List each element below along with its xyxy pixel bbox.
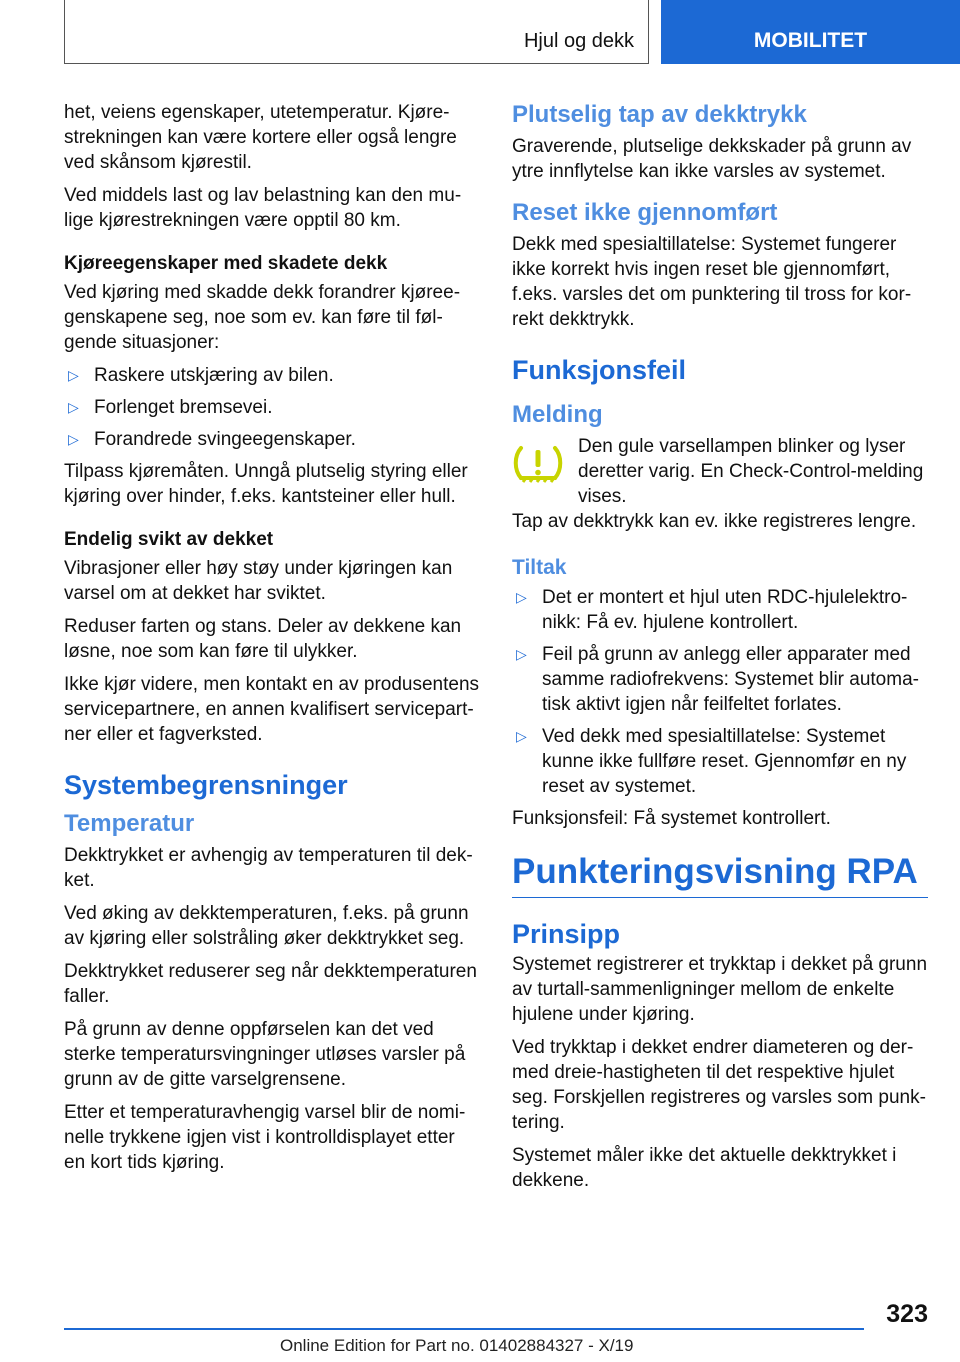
paragraph: Etter et temperaturavhengig varsel blir de nominelle trykkene igjen vist i kontrolldisplayet etter en kort tids kjøring. — [64, 1102, 466, 1173]
paragraph: Dekktrykket er avhengig av temperaturen til dekket. — [64, 845, 473, 891]
left-column — [64, 100, 480, 1183]
paragraph: Tap av dekktrykk kan ev. ikke registreres lengre. — [512, 511, 917, 532]
footer-edition — [280, 1336, 633, 1356]
paragraph: het, veiens egenskaper, utetemperatur. Kjørestrekningen kan være kortere eller også lengre ved skånsom kjørestil. — [64, 102, 457, 173]
right-column — [512, 100, 928, 1201]
edition-text: Online Edition for Part no. 01402884327 - X/19 — [280, 1336, 634, 1355]
section-heading: Systembegrensninger — [64, 770, 348, 800]
tire-pressure-warning-icon — [512, 442, 564, 486]
paragraph: Vibrasjoner eller høy støy under kjøringen kan varsel om at dekket har sviktet. — [64, 558, 453, 604]
paragraph: Ikke kjør videre, men kontakt en av produsentens servicepartnere, en annen kvalifisert servicepartner eller et fagverksted. — [64, 674, 480, 745]
subheading: Endelig svikt av dekket — [64, 529, 274, 550]
subsection-heading: Reset ikke gjennomført — [512, 199, 778, 226]
header-frame — [64, 0, 649, 64]
subsection-heading: Melding — [512, 401, 603, 428]
paragraph: Reduser farten og stans. Deler av dekkene kan løsne, noe som kan føre til ulykker. — [64, 616, 462, 662]
footer-divider — [64, 1328, 864, 1330]
paragraph: Graverende, plutselige dekkskader på grunn av ytre innflytelse kan ikke varsles av systemet. — [512, 136, 912, 182]
triangle-bullet-icon: ▷ — [516, 728, 527, 744]
list-item: ▷ Feil på grunn av anlegg eller apparater med samme radiofrekvens: Systemet blir automatisk aktivt igjen når feilfeltet forlates. — [516, 644, 919, 715]
paragraph: På grunn av denne oppførselen kan det ved sterke temperatursvingninger utløses varsler på grunn av de gitte varselgrensene. — [64, 1019, 466, 1090]
list-item: ▷ Raskere utskjæring av bilen. — [68, 365, 334, 386]
triangle-bullet-icon: ▷ — [68, 367, 79, 383]
subsection-heading: Tiltak — [512, 556, 567, 579]
section-title: Hjul og dekk — [523, 30, 634, 52]
bullet-list — [64, 363, 480, 452]
list-item: ▷ Forandrede svingeegenskaper. — [68, 429, 356, 450]
triangle-bullet-icon: ▷ — [516, 646, 527, 662]
paragraph: Tilpass kjøremåten. Unngå plutselig styring eller kjøring over hinder, f.eks. kantsteiner eller hull. — [64, 461, 468, 507]
section-heading: Prinsipp — [512, 919, 621, 949]
chapter-tab[interactable]: MOBILITET — [661, 0, 960, 64]
subsection-heading: Temperatur — [64, 810, 195, 837]
paragraph: Ved øking av dekktemperaturen, f.eks. på grunn av kjøring eller solstråling øker dekktrykket seg. — [64, 903, 469, 949]
paragraph: Funksjonsfeil: Få systemet kontrollert. — [512, 808, 831, 829]
paragraph: Ved trykktap i dekket endrer diameteren og dermed dreie-hastigheten til det respektive hjulet seg. Forskjellen registreres og varsles som punktering. — [512, 1037, 926, 1133]
paragraph: Ved kjøring med skadde dekk forandrer kjøreegenskapene seg, noe som ev. kan føre til følgende situasjoner: — [64, 282, 461, 353]
paragraph: Systemet registrerer et trykktap i dekket på grunn av turtall-sammenligninger mellom de enkelte hjulene under kjøring. — [512, 954, 928, 1025]
subsection-heading: Plutselig tap av dekktrykk — [512, 101, 807, 128]
subheading: Kjøreegenskaper med skadete dekk — [64, 253, 388, 274]
triangle-bullet-icon: ▷ — [516, 589, 527, 605]
paragraph: Den gule varsellampen blinker og lyser deretter varig. En Check-Control-melding vises. — [578, 436, 924, 507]
paragraph: Ved middels last og lav belastning kan den mulige kjørestrekningen være opptil 80 km. — [64, 185, 462, 231]
list-item: ▷ Det er montert et hjul uten RDC-hjulelektronikk: Få ev. hjulene kontrollert. — [516, 587, 908, 633]
paragraph: Systemet måler ikke det aktuelle dekktrykket i dekkene. — [512, 1145, 897, 1191]
chapter-heading: Punkteringsvisning RPA — [512, 851, 928, 898]
list-item: ▷ Ved dekk med spesialtillatelse: Systemet kunne ikke fullføre reset. Gjennomfør en ny reset av systemet. — [516, 726, 907, 797]
triangle-bullet-icon: ▷ — [68, 399, 79, 415]
paragraph: Dekktrykket reduserer seg når dekktemperaturen faller. — [64, 961, 477, 1007]
paragraph: Dekk med spesialtillatelse: Systemet fungerer ikke korrekt hvis ingen reset ble gjennomført, f.eks. varsles det om punktering til tross for korrekt dekktrykk. — [512, 234, 912, 330]
warning-message — [512, 434, 928, 534]
page-number: 323 — [886, 1300, 928, 1328]
list-item: ▷ Forlenget bremsevei. — [68, 397, 273, 418]
bullet-list — [512, 585, 928, 799]
triangle-bullet-icon: ▷ — [68, 431, 79, 447]
section-heading: Funksjonsfeil — [512, 355, 687, 385]
